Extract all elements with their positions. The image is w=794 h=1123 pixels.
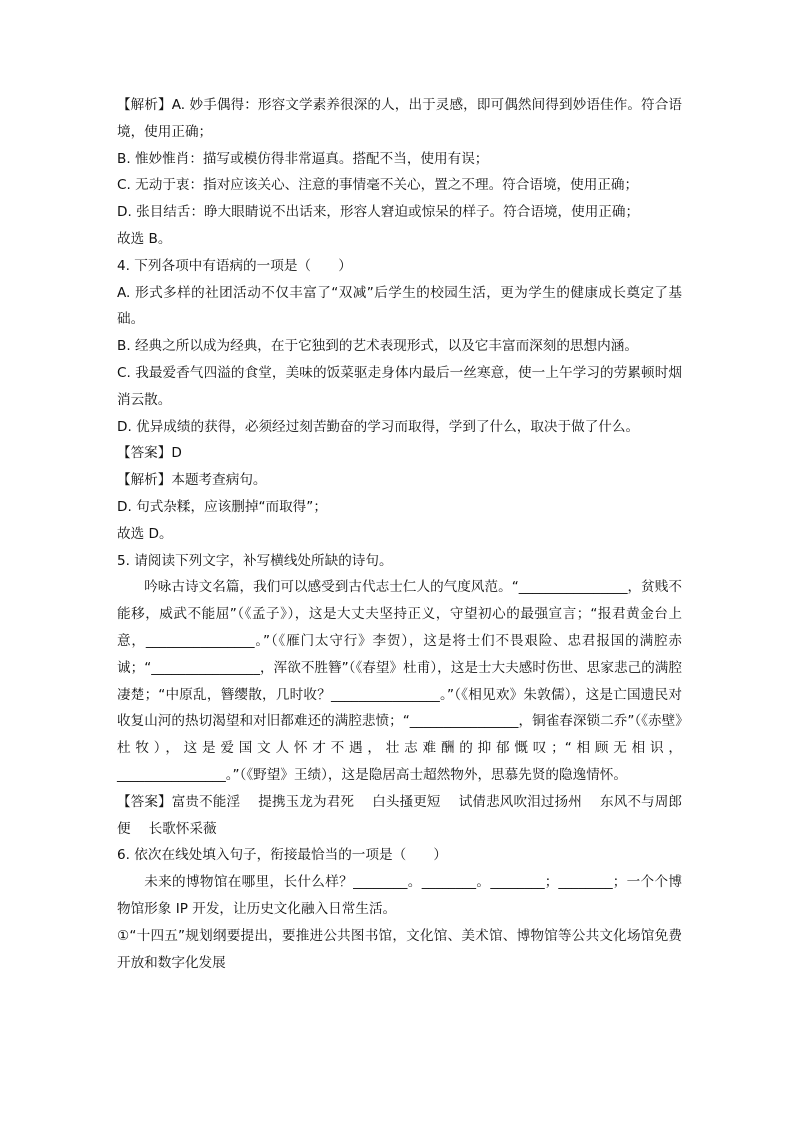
question-4-option-b: B. 经典之所以成为经典，在于它独到的艺术表现形式，以及它丰富而深刻的思想内涵。 [117,338,638,355]
question-4-analysis-detail: D. 句式杂糅，应该删掉“而取得”； [117,498,327,515]
question-4-choice: 故选 D。 [117,525,173,542]
answer-item: 白头搔更短 [372,793,441,810]
answer-choice-line: 故选 B。 [117,230,172,247]
question-4-option-c: C. 我最爱香气四溢的食堂，美味的饭菜驱走身体内最后一丝寒意，使一上午学习的劳累顿时烟消云散。 [117,364,682,408]
question-4-answer [117,440,682,467]
answer-item: 试倩悲风吹泪过扬州 [458,793,582,810]
answer-item: 东风不与周郎便 [117,793,683,837]
question-6-item-1: ①“十四五”规划纲要提出，要推进公共图书馆，文化馆、美术馆、博物馆等公共文化场馆免费开放和数字化发展 [117,927,682,971]
answer-value: D [171,445,182,462]
question-4-option-d: D. 优异成绩的获得，必须经过刻苦勤奋的学习而取得，学到了什么，取决于做了什么。 [117,418,640,435]
answer-item: 富贵不能淫 [171,793,241,810]
question-6-passage: 未来的博物馆在哪里，长什么样？________。________。________；________；一个个博物馆形象 IP 开发，让历史文化融入日常生活。 [117,874,682,917]
answer-item: 提携玉龙为君死 [258,793,355,810]
analysis-text: 本题考查病句。 [171,472,267,489]
analysis-line-b: B. 惟妙惟肖：描写或模仿得非常逼真。搭配不当，使用有误； [117,150,489,167]
document-page [117,92,682,976]
analysis-line-c: C. 无动于衷：指对应该关心、注意的事情毫不关心，置之不理。符合语境，使用正确； [117,177,639,194]
question-5-passage: 吟咏古诗文名篇，我们可以感受到古代志士仁人的气度风范。“________________，贫贱不能移，威武不能屈”（《孟子》），这是大丈夫坚持正义，守望初心的最强宣言；“报君黄金台上意，________________。”（《雁门太守行》李贺），这是将士们不畏艰险、忠君报国的满腔赤诚；“________________，浑欲不胜簪”（《春望》杜甫），这是士大夫感时伤世、思家悲己的满腔凄楚；“中原乱，簪缨散，几时收？________________。”（《相见欢》朱敦儒），这是亡国遗民对收复山河的热切渴望和对旧都难还的满腔悲愤；“________________，铜雀春深锁二乔”（《赤壁》杜牧），这是爱国文人怀才不遇，壮志难酬的抑郁慨叹；“相顾无相识，________________。”（《野望》王绩），这是隐居高士超然物外，思慕先贤的隐逸情怀。 [117,579,682,783]
analysis-text: A. 妙手偶得：形容文学素养很深的人，出于灵感，即可偶然间得到妙语佳作。符合语境，使用正确； [117,97,683,140]
answer-tag: 【答案】 [117,445,172,462]
answer-tag: 【答案】 [117,793,172,810]
question-4-analysis [117,467,682,494]
question-4-option-a: A. 形式多样的社团活动不仅丰富了“双减”后学生的校园生活，更为学生的健康成长奠定了基础。 [117,284,682,328]
analysis-tag: 【解析】 [117,472,172,489]
analysis-tag: 【解析】 [117,97,172,113]
answer-item: 长歌怀采薇 [148,820,217,837]
question-4-stem: 4. 下列各项中有语病的一项是（ ） [117,257,352,274]
question-5-stem: 5. 请阅读下列文字，补写横线处所缺的诗句。 [117,552,393,569]
question-5-answer [117,789,682,843]
analysis-paragraph [117,92,682,146]
question-6-stem: 6. 依次在线处填入句子，衔接最恰当的一项是（ ） [117,847,447,864]
analysis-line-d: D. 张目结舌：睁大眼睛说不出话来，形容人窘迫或惊呆的样子。符合语境，使用正确； [117,204,640,221]
